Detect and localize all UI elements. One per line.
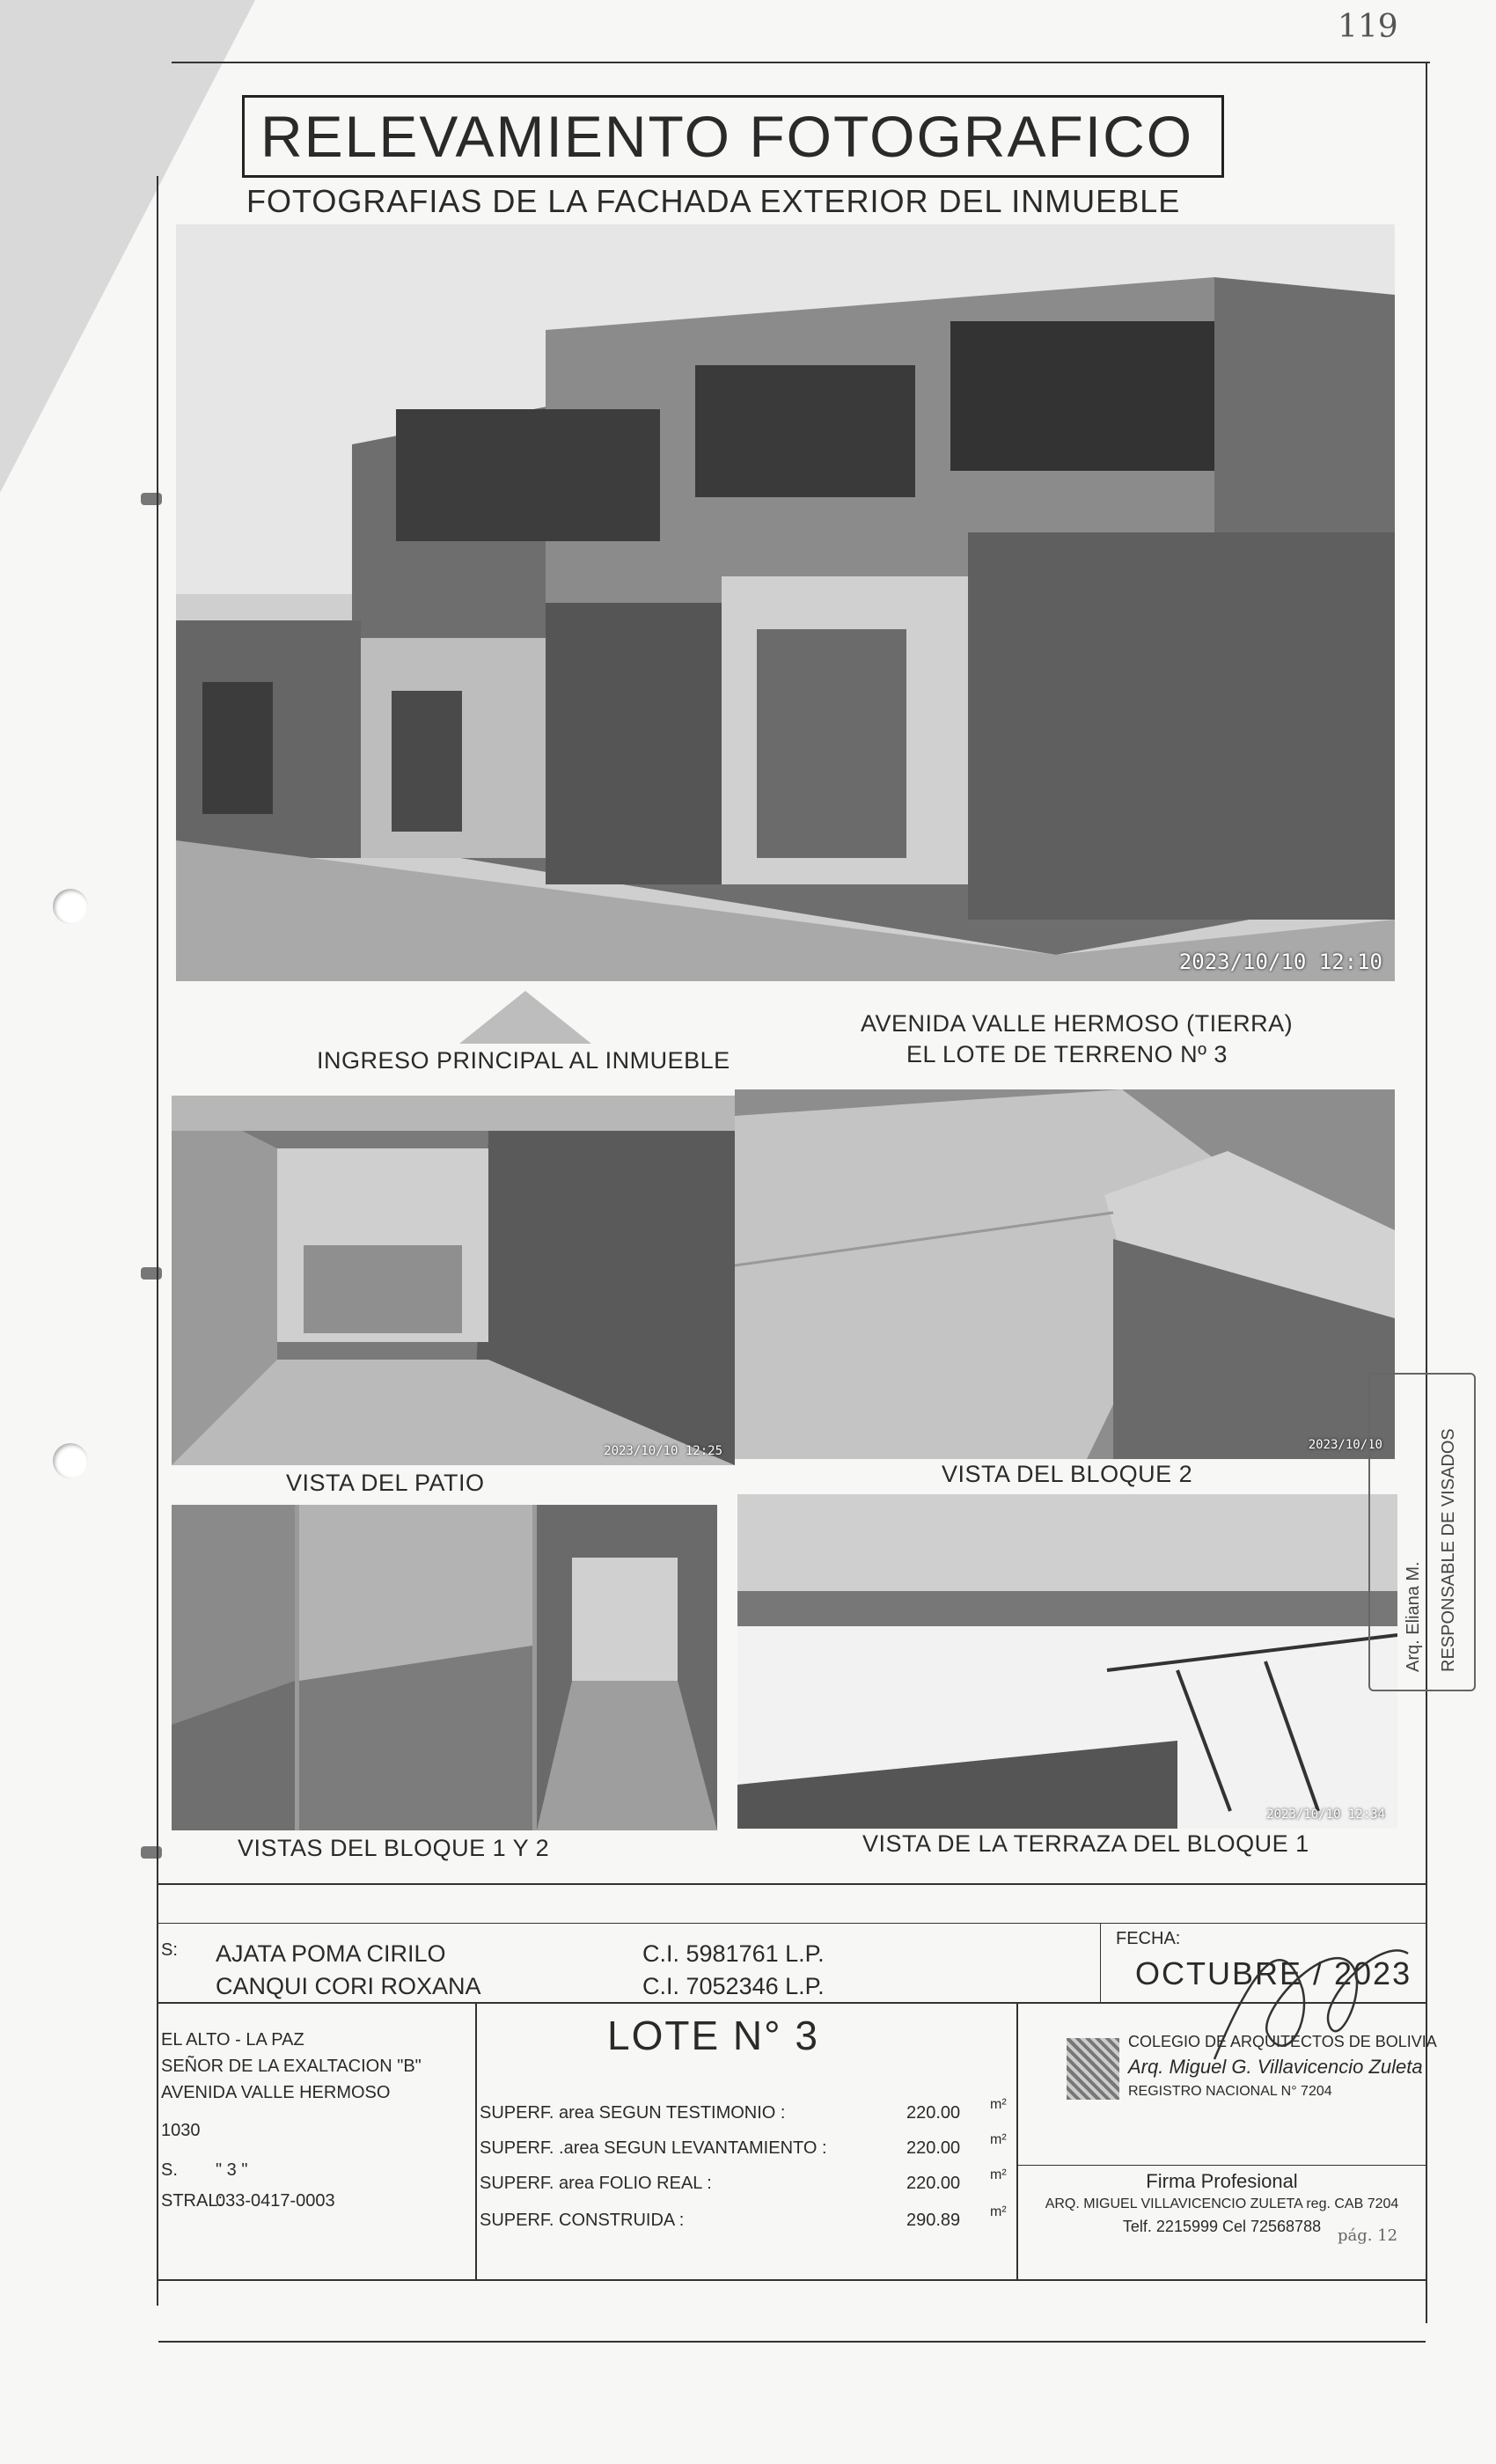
caption-bloque12: VISTAS DEL BLOQUE 1 Y 2	[238, 1835, 550, 1861]
surface-value: 220.00	[906, 2103, 961, 2123]
page-number: 119	[1338, 9, 1398, 45]
owner2-name: CANQUI CORI ROXANA	[216, 1973, 481, 1999]
fecha-value: OCTUBRE / 2023	[1135, 1955, 1412, 1991]
punch-hole	[53, 1443, 88, 1478]
firma-phones: Telf. 2215999 Cel 72568788	[1122, 2218, 1322, 2235]
frame-left	[157, 176, 158, 2306]
surface-label: SUPERF. area SEGUN TESTIMONIO :	[480, 2103, 786, 2123]
page-subtitle: FOTOGRAFIAS DE LA FACHADA EXTERIOR DEL INMUEBLE	[246, 183, 1181, 219]
punch-hole	[53, 889, 88, 924]
surface-label: SUPERF. .area SEGUN LEVANTAMIENTO :	[480, 2138, 827, 2158]
location-line: EL ALTO - LA PAZ	[161, 2030, 304, 2050]
title-block-divider	[475, 2002, 477, 2279]
caption-ingreso: INGRESO PRINCIPAL AL INMUEBLE	[317, 1047, 730, 1074]
caption-avenida: AVENIDA VALLE HERMOSO (TIERRA)	[861, 1010, 1294, 1037]
surface-value: 220.00	[906, 2174, 961, 2193]
surface-unit: m²	[990, 2097, 1007, 2112]
surface-unit: m²	[990, 2204, 1007, 2219]
title-block-divider	[1016, 2002, 1018, 2279]
footer-page: pág. 12	[1338, 2226, 1398, 2245]
photo-timestamp: 2023/10/10 12:34	[1266, 1808, 1385, 1822]
fecha-label: FECHA:	[1116, 1929, 1181, 1948]
owner2-ci: C.I. 7052346 L.P.	[642, 1973, 825, 1999]
location-line: 1030	[161, 2121, 201, 2140]
surface-unit: m²	[990, 2167, 1007, 2182]
photo-timestamp: 2023/10/10 12:25	[604, 1444, 722, 1458]
side-approval-stamp	[1368, 1373, 1474, 1690]
facade-photo	[176, 224, 1395, 981]
owner1-name: AJATA POMA CIRILO	[216, 1940, 446, 1967]
surface-label: SUPERF. area FOLIO REAL :	[480, 2174, 712, 2193]
title-block-line	[1018, 2165, 1426, 2166]
caption-bloque2: VISTA DEL BLOQUE 2	[942, 1461, 1193, 1487]
photo-timestamp: 2023/10/10	[1308, 1438, 1382, 1452]
title-box	[242, 95, 1224, 178]
handwritten-signature	[1206, 1918, 1417, 2077]
caption-lote: EL LOTE DE TERRENO Nº 3	[906, 1041, 1228, 1067]
title-block-divider	[1100, 1923, 1101, 2002]
bloque12-photo	[172, 1505, 717, 1830]
entrance-arrow-icon	[459, 991, 591, 1044]
staple-mark	[141, 1846, 162, 1859]
patio-photo	[172, 1096, 735, 1465]
title-block-bottom	[158, 2279, 1426, 2281]
surface-unit: m²	[990, 2132, 1007, 2147]
stamp-text: Arq. Eliana M.	[1404, 1561, 1423, 1672]
title-block-top	[158, 1883, 1426, 1885]
caption-patio: VISTA DEL PATIO	[286, 1470, 485, 1496]
colegio-line: COLEGIO DE ARQUITECTOS DE BOLIVIA	[1128, 2033, 1437, 2050]
page-title: RELEVAMIENTO FOTOGRAFICO	[260, 104, 1194, 169]
staple-mark	[141, 1267, 162, 1280]
firma-label: Firma Profesional	[1146, 2170, 1298, 2192]
location-line: SEÑOR DE LA EXALTACION "B"	[161, 2057, 422, 2076]
bloque2-photo	[735, 1089, 1395, 1459]
owners-label: S:	[161, 1940, 178, 1960]
location-label: S.	[161, 2160, 178, 2180]
colegio-line: REGISTRO NACIONAL N° 7204	[1128, 2084, 1332, 2099]
frame-bottom	[158, 2341, 1426, 2343]
firma-name: ARQ. MIGUEL VILLAVICENCIO ZULETA reg. CAB 7204	[1045, 2196, 1399, 2211]
location-value: " 3 "	[216, 2160, 248, 2180]
colegio-line: Arq. Miguel G. Villavicencio Zuleta	[1128, 2056, 1423, 2078]
terraza-photo	[737, 1494, 1397, 1829]
surface-value: 290.89	[906, 2211, 961, 2230]
catastral-value: 033-0417-0003	[216, 2191, 335, 2211]
caption-terraza: VISTA DE LA TERRAZA DEL BLOQUE 1	[862, 1830, 1309, 1857]
owner1-ci: C.I. 5981761 L.P.	[642, 1940, 825, 1967]
surface-value: 220.00	[906, 2138, 961, 2158]
frame-top	[172, 62, 1430, 63]
stamp-text: RESPONSABLE DE VISADOS	[1439, 1428, 1458, 1672]
surface-label: SUPERF. CONSTRUIDA :	[480, 2211, 685, 2230]
location-line: AVENIDA VALLE HERMOSO	[161, 2083, 391, 2102]
catastral-label: STRAL:	[161, 2191, 224, 2211]
frame-right	[1426, 62, 1427, 2323]
lote-title: LOTE N° 3	[607, 2013, 819, 2058]
staple-mark	[141, 493, 162, 505]
photo-timestamp: 2023/10/10 12:10	[1178, 950, 1382, 974]
